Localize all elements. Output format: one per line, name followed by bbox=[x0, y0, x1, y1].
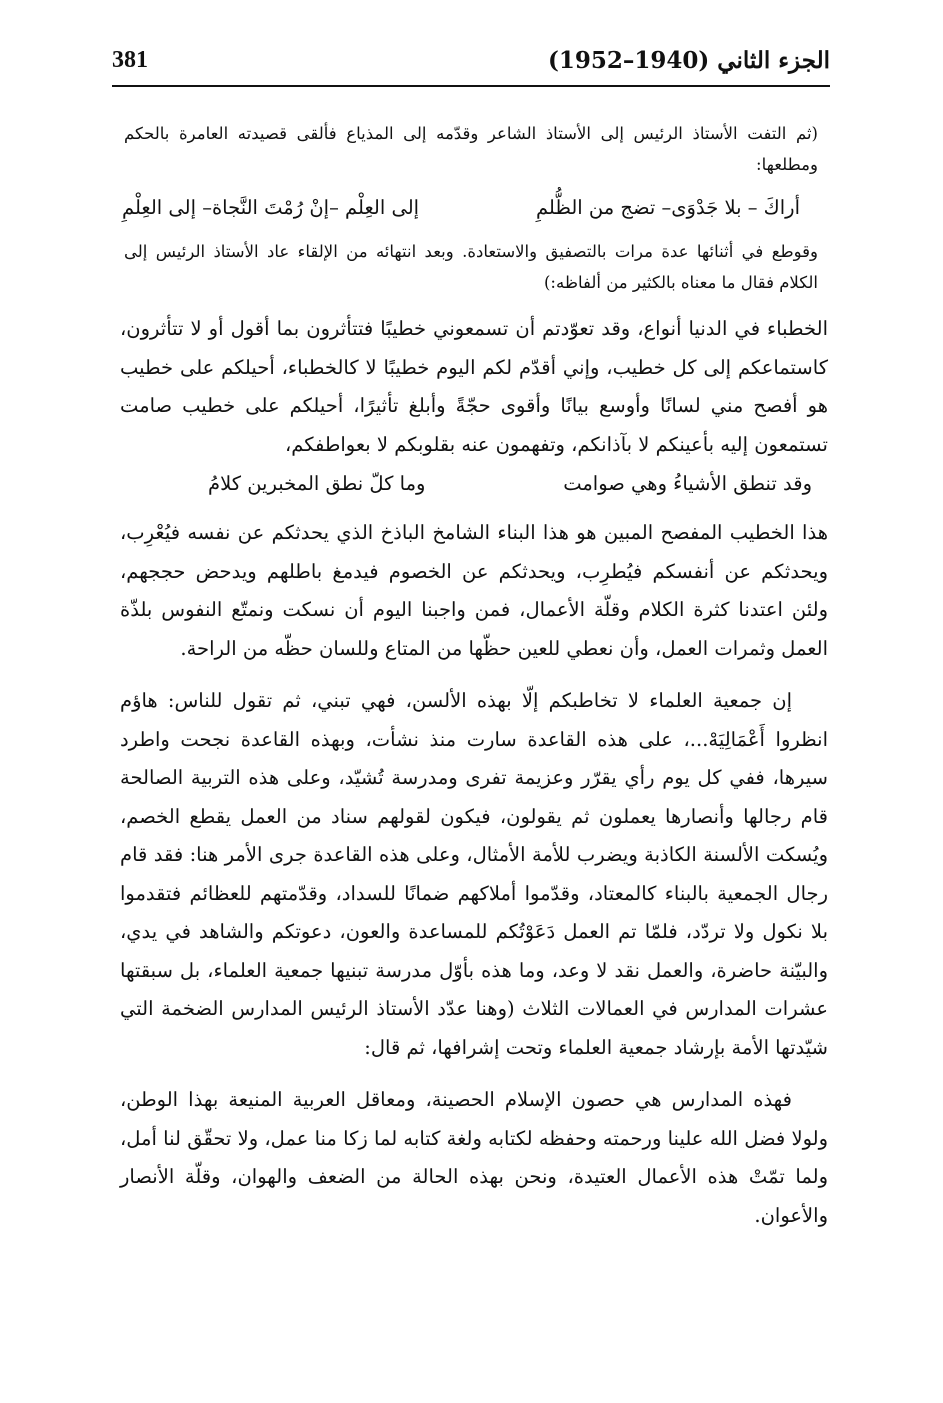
running-header bbox=[112, 40, 830, 80]
narrative-note-intro: (ثم التفت الأستاذ الرئيس إلى الأستاذ الشاعر وقدّمه إلى المذياع فألقى قصيدته العامرة بالحكم ومطلعها: bbox=[124, 124, 818, 174]
page-number: 381 bbox=[112, 46, 148, 73]
paragraph-silent-orator: هذا الخطيب المفصح المبين هو هذا البناء الشامخ الباذخ الذي يحدثكم عن نفسه فيُعْرِب، ويحدثكم عن أنفسكم فيُطرِب، ويحدثكم عن الخصوم فيدمغ باطلهم ويدحض حججهم، ولئن اعتدنا كثرة الكلام وقلّة الأعمال، فمن واجبنا اليوم أن نسكت ونمتّع النفوس بلذّة العمل وثمرات العمل، وأن نعطي للعين حظّها من المتاع وللسان حظّه من الراحة. bbox=[120, 521, 828, 660]
paragraph-association: إن جمعية العلماء لا تخاطبكم إلّا بهذه الألسن، فهي تبني، ثم تقول للناس: هاؤم انظروا أَعْمَالِيَهْ...، على هذه القاعدة سارت منذ نشأت، وبهذه القاعدة نجحت واطرد سيرها، ففي كل يوم رأي يقرّر وعزيمة تفرى ومدرسة تُشيّد، وعلى هذه التربية الصالحة قام رجالها وأنصارها يعملون ثم يقولون، فيكون لقولهم سناد من العمل يقطع الخصم، ويُسكت الألسنة الكاذبة ويضرب للأمة الأمثال، وعلى هذه القاعدة جرى الأمر هنا: فقد قام رجال الجمعية بالبناء كالمعتاد، وقدّموا أملاكهم ضمانًا للسداد، وقدّمتهم للعظائم فتقدموا بلا نكول ولا تردّد، فلمّا تم العمل دَعَوْتُكم للمساعدة والعون، دعوتكم والشاهد في يدي، والبيّنة حاضرة، والعمل نقد لا وعد، وما هذه بأوّل مدرسة تبنيها جمعية العلماء، بل سبقتها عشرات المدارس في العمالات الثلاث (وهنا عدّد الأستاذ الرئيس المدارس الضخمة التي شيّدتها الأمة بإرشاد جمعية العلماء وتحت إشرافها، ثم قال: bbox=[120, 689, 828, 1059]
narrative-note-applause: وقوطع في أثنائها عدة مرات بالتصفيق والاستعادة. وبعد انتهائه من الإلقاء عاد الأستاذ الرئيس إلى الكلام فقال ما معناه بالكثير من ألفاظه:) bbox=[124, 242, 818, 292]
running-title: الجزء الثاني (1940–1952) bbox=[548, 46, 830, 74]
poem-verse-1 bbox=[118, 188, 828, 228]
verse-2-second-hemistich: وما كلّ نطق المخبرين كلامُ bbox=[208, 472, 426, 495]
paragraph-schools: فهذه المدارس هي حصون الإسلام الحصينة، ومعاقل العربية المنيعة بهذا الوطن، ولولا فضل الله علينا ورحمته وحفظه لكتابه ولغة كتابه لما زكا منا عمل، ولا تحقّق لنا أمل، ولما تمّتْ هذه الأعمال العتيدة، ونحن بهذه الحالة من الضعف والهوان، وقلّة الأنصار والأعوان. bbox=[120, 1088, 828, 1227]
page-body bbox=[118, 118, 828, 1235]
header-divider bbox=[112, 85, 830, 87]
poem-verse-2 bbox=[118, 464, 828, 504]
verse-2-first-hemistich: وقد تنطق الأشياءُ وهي صوامت bbox=[563, 472, 812, 495]
verse-1-first-hemistich: أراكَ – بلا جَدْوَى– تضج من الظُّلمِ bbox=[535, 196, 800, 219]
verse-1-second-hemistich: إلى العِلْم –إنْ رُمْتَ النَّجاة– إلى العِلْمِ bbox=[122, 196, 420, 219]
paragraph-orators: الخطباء في الدنيا أنواع، وقد تعوّدتم أن تسمعوني خطيبًا فتتأثرون بما أقول أو لا تتأثرون، كاستماعكم إلى كل خطيب، وإني أقدّم لكم اليوم خطيبًا لا كالخطباء، أحيلكم على خطيب هو أفصح مني لسانًا وأوسع بيانًا وأقوى حجّةً وأبلغ تأثيرًا، أحيلكم على خطيب صامت تستمعون إليه بأعينكم لا بآذانكم، وتفهمون عنه بقلوبكم لا بعواطفكم، bbox=[120, 317, 828, 456]
